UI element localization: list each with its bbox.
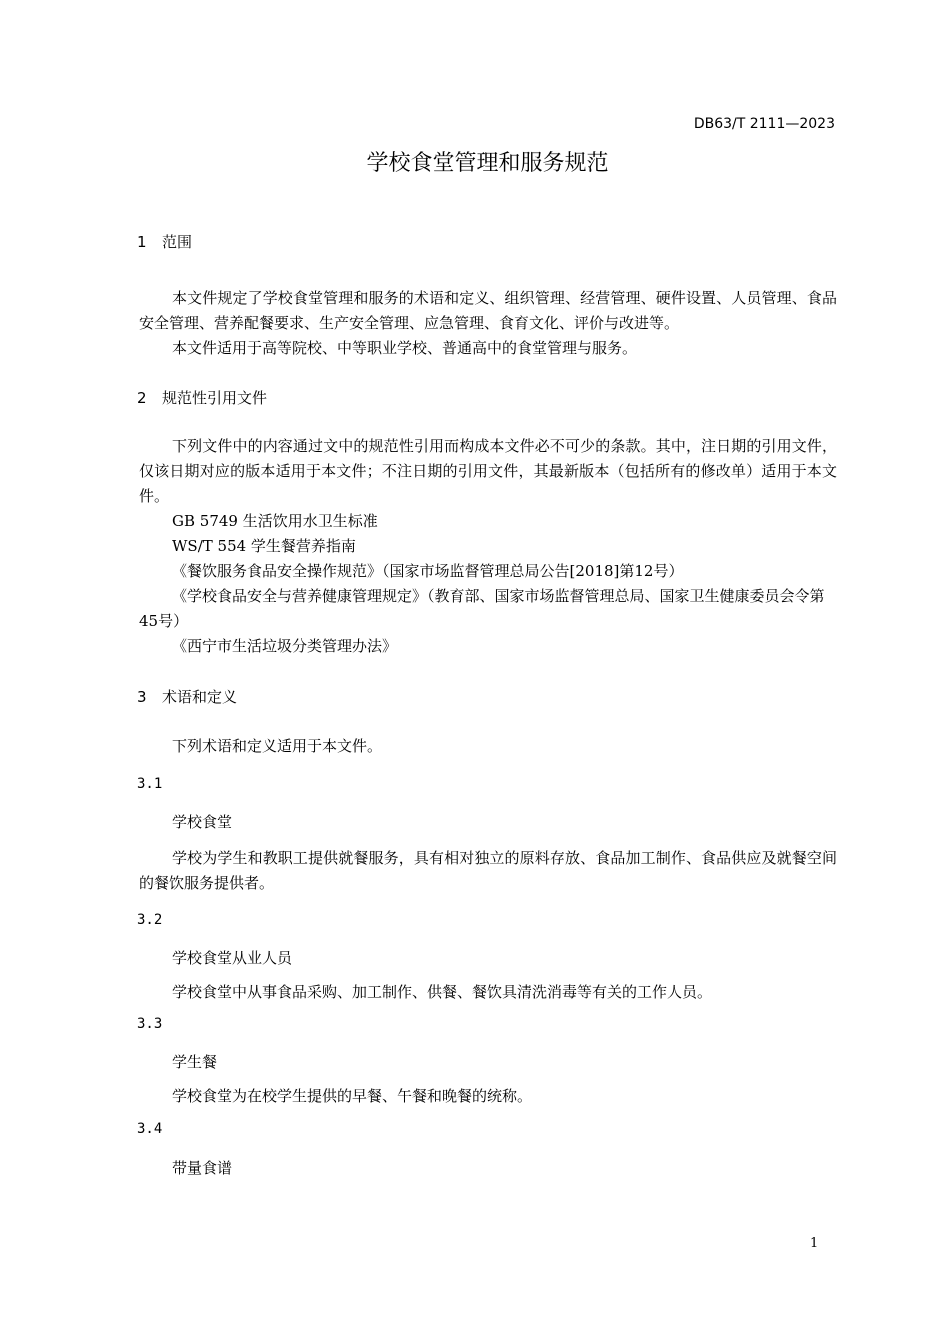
section-1-paragraph-1: 本文件规定了学校食堂管理和服务的术语和定义、组织管理、经营管理、硬件设置、人员管理、食品安全管理、营养配餐要求、生产安全管理、应急管理、食育文化、评价与改进等。 — [139, 289, 837, 332]
page-number: 1 — [810, 1236, 819, 1251]
section-title: 范围 — [162, 233, 193, 251]
term-title: 学校食堂 — [172, 813, 233, 831]
document-title: 学校食堂管理和服务规范 — [366, 151, 609, 176]
term-definition: 学校食堂为在校学生提供的早餐、午餐和晚餐的统称。 — [172, 1087, 533, 1105]
section-title: 术语和定义 — [162, 688, 238, 706]
term-definition: 学校为学生和教职工提供就餐服务，具有相对独立的原料存放、食品加工制作、食品供应及就餐空间的餐饮服务提供者。 — [139, 849, 837, 892]
term-title: 学生餐 — [172, 1053, 218, 1071]
clause-number: 3.4 — [137, 1121, 163, 1137]
reference-item: GB 5749 生活饮用水卫生标准 — [172, 512, 378, 530]
clause-number: 3.1 — [137, 776, 163, 792]
section-3-heading — [137, 686, 237, 707]
reference-item: 《西宁市生活垃圾分类管理办法》 — [172, 637, 398, 655]
section-number: 2 — [137, 389, 147, 407]
section-1-paragraph-2: 本文件适用于高等院校、中等职业学校、普通高中的食堂管理与服务。 — [172, 339, 638, 357]
clause-number: 3.3 — [137, 1016, 163, 1032]
reference-item: 《学校食品安全与营养健康管理规定》（教育部、国家市场监督管理总局、国家卫生健康委员会令第45号） — [139, 587, 825, 630]
section-title: 规范性引用文件 — [162, 389, 268, 407]
reference-item: WS/T 554 学生餐营养指南 — [172, 537, 356, 555]
section-2-heading — [137, 387, 267, 408]
clause-number: 3.2 — [137, 912, 163, 928]
section-2-paragraph-1: 下列文件中的内容通过文中的规范性引用而构成本文件必不可少的条款。其中，注日期的引用文件，仅该日期对应的版本适用于本文件；不注日期的引用文件，其最新版本（包括所有的修改单）适用于本文件。 — [139, 437, 837, 505]
standard-code: DB63/T 2111—2023 — [693, 116, 835, 132]
term-definition: 学校食堂中从事食品采购、加工制作、供餐、餐饮具清洗消毒等有关的工作人员。 — [172, 983, 713, 1001]
section-3-paragraph-1: 下列术语和定义适用于本文件。 — [172, 737, 383, 755]
reference-item: 《餐饮服务食品安全操作规范》（国家市场监督管理总局公告[2018]第12号） — [172, 562, 684, 580]
section-number: 3 — [137, 688, 147, 706]
section-1-heading — [137, 231, 192, 252]
term-title: 带量食谱 — [172, 1159, 233, 1177]
term-title: 学校食堂从业人员 — [172, 949, 293, 967]
section-number: 1 — [137, 233, 147, 251]
